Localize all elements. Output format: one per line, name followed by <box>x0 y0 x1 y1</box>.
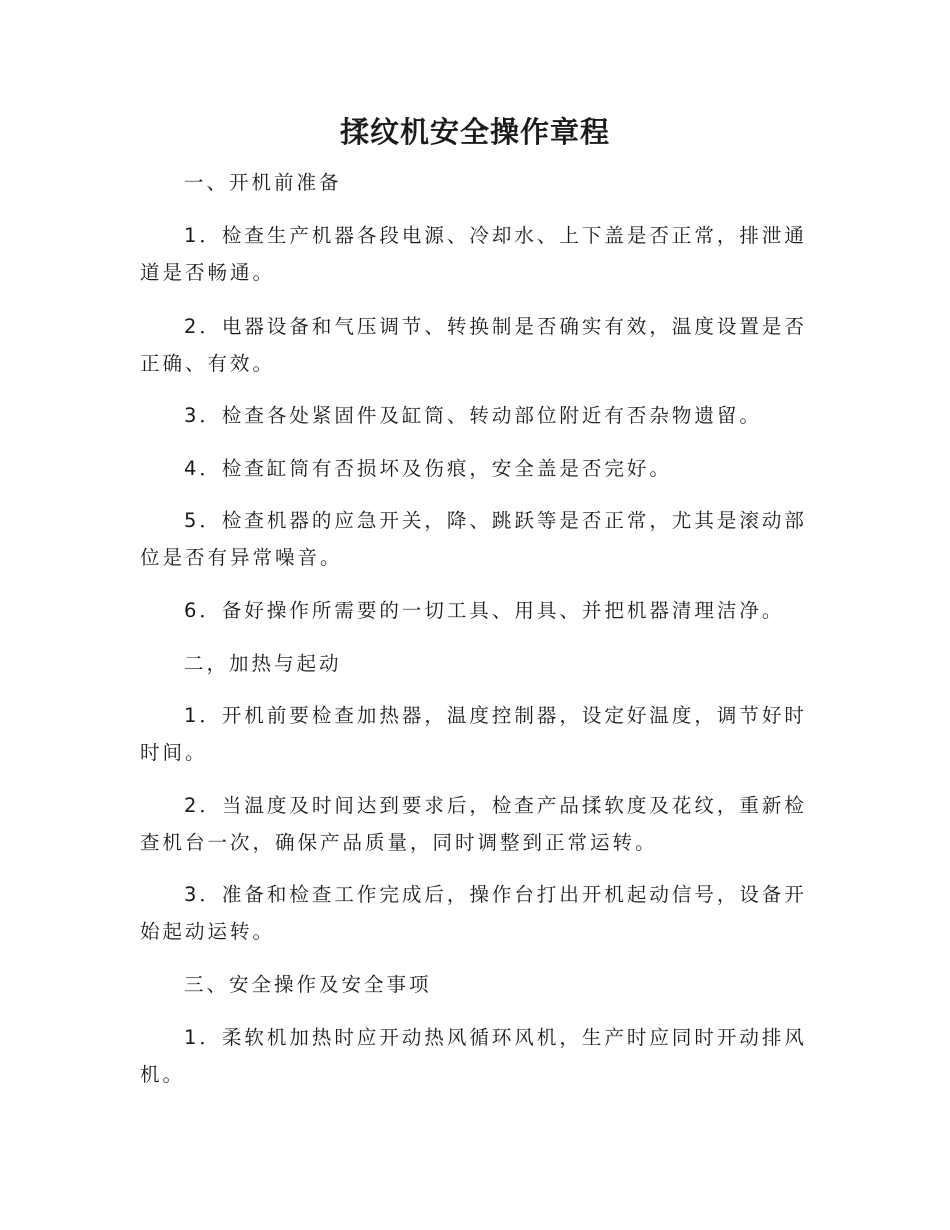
paragraph-heating-2: 2．当温度及时间达到要求后，检查产品揉软度及花纹，重新检查机台一次，确保产品质量，同时调整到正常运转。 <box>140 794 807 854</box>
paragraph-heating-3: 3．准备和检查工作完成后，操作台打出开机起动信号，设备开始起动运转。 <box>140 883 807 943</box>
paragraph-prep-5: 5．检查机器的应急开关，降、跳跃等是否正常，尤其是滚动部位是否有异常噪音。 <box>140 509 807 569</box>
paragraph-prep-6: 6．备好操作所需要的一切工具、用具、并把机器清理洁净。 <box>184 599 785 622</box>
paragraph-safety-1: 1．柔软机加热时应开动热风循环风机，生产时应同时开动排风机。 <box>140 1026 807 1086</box>
paragraph-heating-1: 1．开机前要检查加热器，温度控制器，设定好温度，调节好时时间。 <box>140 704 807 764</box>
paragraph-prep-3: 3．检查各处紧固件及缸筒、转动部位附近有否杂物遗留。 <box>184 404 762 427</box>
section-heading-safety: 三、安全操作及安全事项 <box>184 973 432 996</box>
section-heading-prep: 一、开机前准备 <box>184 171 342 194</box>
paragraph-prep-1: 1．检查生产机器各段电源、冷却水、上下盖是否正常，排泄通道是否畅通。 <box>140 224 807 284</box>
section-heading-heating: 二，加热与起动 <box>184 652 342 675</box>
document-title: 揉纹机安全操作章程 <box>339 115 610 149</box>
paragraph-prep-2: 2．电器设备和气压调节、转换制是否确实有效，温度设置是否正确、有效。 <box>140 315 807 375</box>
paragraph-prep-4: 4．检查缸筒有否损坏及伤痕，安全盖是否完好。 <box>184 457 672 480</box>
